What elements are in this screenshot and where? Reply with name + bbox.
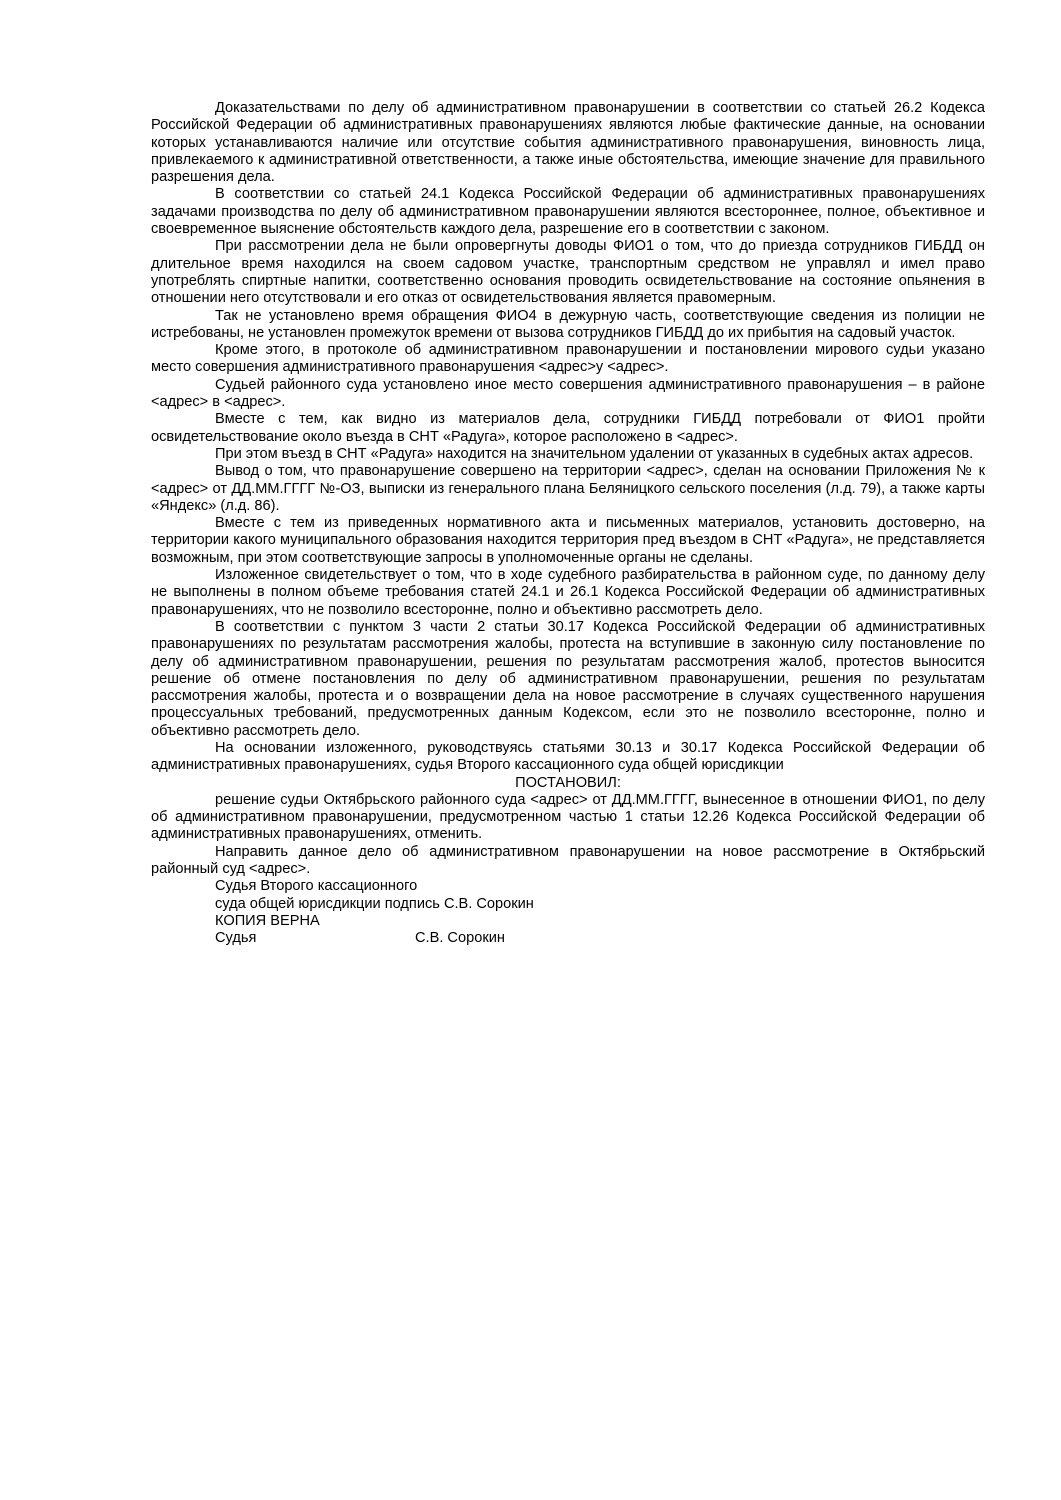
copy-note: КОПИЯ ВЕРНА (215, 912, 320, 929)
paragraph-violations: Изложенное свидетельствует о том, что в ходе судебного разбирательства в районном суде, по данному делу не выполнены в полном объеме требования статей 24.1 и 26.1 Кодекса Российской Федерации об административных правонарушениях, что не позволило всесторонне, полно и объективно рассмотреть дело. (151, 567, 985, 618)
paragraph-evidence: Доказательствами по делу об административном правонарушении в соответствии со статьей 26.2 Кодекса Российской Федерации об административных правонарушениях являются любые фактические данные, на основании которых устанавливаются наличие или отсутствие события административного правонарушения, виновность лица, привлекаемого к административной ответственности, а также иные обстоятельства, имеющие значение для правильного разрешения дела. (151, 100, 985, 186)
paragraph-not-established: Вместе с тем из приведенных нормативного акта и письменных материалов, установить достоверно, на территории какого муниципального образования находится территория пред въездом в СНТ «Радуга», не представляется возможным, при этом соответствующие запросы в уполномоченные органы не сделаны. (151, 515, 985, 566)
signature-line-1: Судья Второго кассационного (215, 878, 418, 895)
judge-signature-row (151, 930, 985, 947)
paragraph-gibdd-requirement: Вместе с тем, как видно из материалов дела, сотрудники ГИБДД потребовали от ФИО1 пройти освидетельствование около въезда в СНТ «Радуга», которое расположено в <адрес>. (151, 411, 985, 445)
paragraph-basis: На основании изложенного, руководствуясь статьями 30.13 и 30.17 Кодекса Российской Федерации об административных правонарушениях, судья Второго кассационного суда общей юрисдикции (151, 739, 985, 774)
resolution-heading: ПОСТАНОВИЛ: (515, 774, 621, 791)
signature-line-2: суда общей юрисдикции подпись С.В. Сорокин (215, 895, 534, 912)
paragraph-snt-entrance: При этом въезд в СНТ «Радуга» находится на значительном удалении от указанных в судебных актах адресов. (215, 445, 974, 462)
judge-name: С.В. Сорокин (415, 930, 505, 947)
paragraph-conclusion-territory: Вывод о том, что правонарушение совершено на территории <адрес>, сделан на основании Приложения № к <адрес> от ДД.ММ.ГГГГ №-ОЗ, выписки из генерального плана Беляницкого сельского поселения (л.д. 79), а также карты «Яндекс» (л.д. 86). (151, 463, 985, 514)
paragraph-time-not-established: Так не установлено время обращения ФИО4 в дежурную часть, соответствующие сведения из полиции не истребованы, не установлен промежуток времени от вызова сотрудников ГИБДД до их прибытия на садовый участок. (151, 307, 985, 341)
document-page (151, 100, 985, 948)
paragraph-decision-cancel: решение судьи Октябрьского районного суда <адрес> от ДД.ММ.ГГГГ, вынесенное в отношении ФИО1, по делу об административном правонарушении, предусмотренном частью 1 статьи 12.26 Кодекса Российской Федерации об административных правонарушениях, отменить. (151, 791, 985, 843)
judge-label: Судья (215, 930, 257, 947)
paragraph-protocol-place: Кроме этого, в протоколе об административном правонарушении и постановлении мирового судьи указано место совершения административного правонарушения <адрес>у <адрес>. (151, 342, 985, 376)
paragraph-article-30-17: В соответствии с пунктом 3 части 2 статьи 30.17 Кодекса Российской Федерации об административных правонарушениях по результатам рассмотрения жалобы, протеста на вступившие в законную силу постановление по делу об административном правонарушении, решения по результатам рассмотрения жалоб, протестов выносится решение об отмене постановления по делу об административном правонарушении, решения по результатам рассмотрения жалобы, протеста и о возвращении дела на новое рассмотрение в случаях существенного нарушения процессуальных требований, предусмотренных данным Кодексом, если это не позволило всесторонне, полно и объективно рассмотреть дело. (151, 618, 985, 739)
paragraph-district-court-place: Судьей районного суда установлено иное место совершения административного правонарушения – в районе <адрес> в <адрес>. (151, 376, 985, 411)
paragraph-arguments: При рассмотрении дела не были опровергнуты доводы ФИО1 о том, что до приезда сотрудников ГИБДД он длительное время находился на своем садовом участке, транспортным средством не управлял и имел право употреблять спиртные напитки, соответственно основания проводить освидетельствование на состояние опьянения в отношении него отсутствовали и его отказ от освидетельствования является правомерным. (151, 238, 985, 307)
paragraph-article-24-1: В соответствии со статьей 24.1 Кодекса Российской Федерации об административных правонарушениях задачами производства по делу об административном правонарушении являются всестороннее, полное, объективное и своевременное выяснение обстоятельств каждого дела, разрешение его в соответствии с законом. (151, 186, 985, 238)
paragraph-return-case: Направить данное дело об административном правонарушении на новое рассмотрение в Октябрьский районный суд <адрес>. (151, 843, 985, 878)
